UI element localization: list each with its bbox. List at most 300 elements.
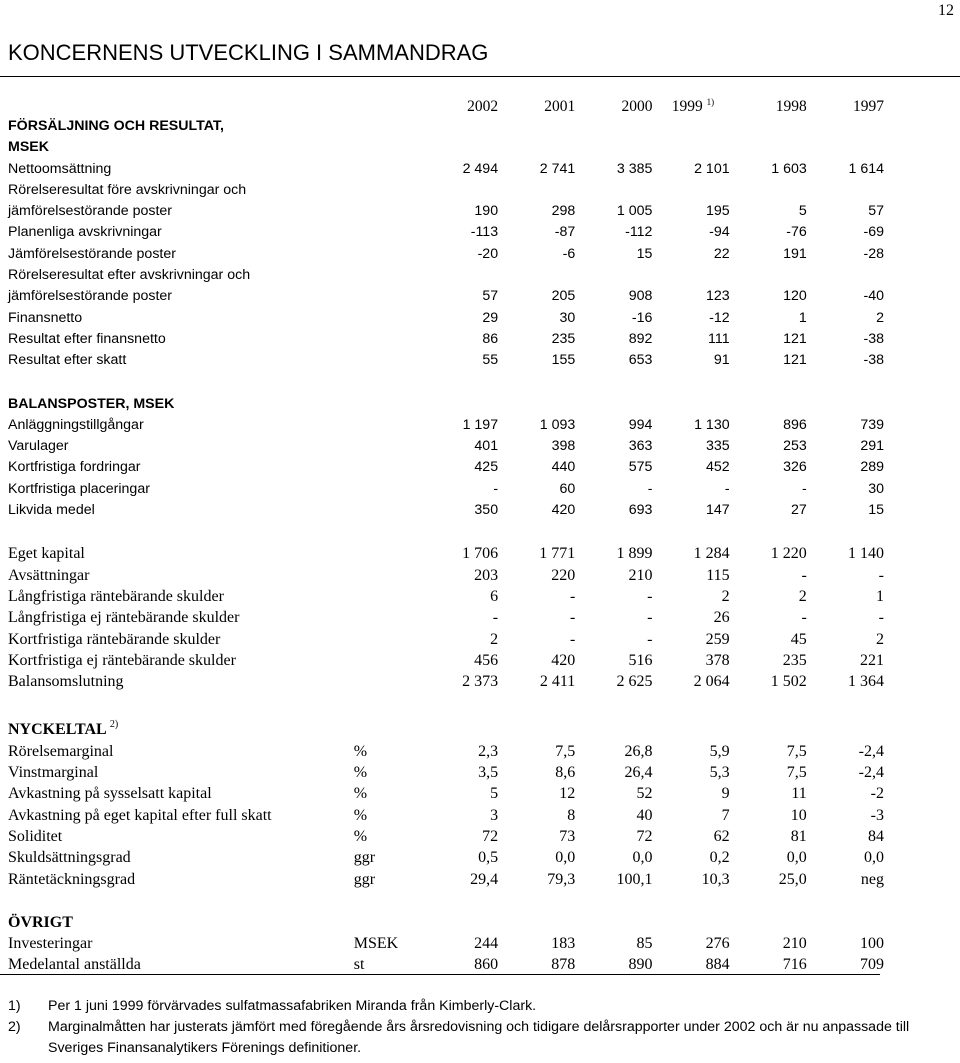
value-cell: 55	[482, 352, 499, 369]
row-unit	[354, 265, 421, 286]
value-cell: 878	[551, 956, 576, 974]
value-cell: 908	[628, 288, 653, 305]
value-cell: 452	[705, 459, 730, 476]
value-cell: 45	[790, 630, 807, 648]
value-cell: neg	[860, 870, 884, 888]
value-cell: 398	[551, 438, 576, 455]
value-cell	[730, 180, 807, 201]
value-cell: 7,5	[555, 742, 576, 760]
value-cell: 994	[628, 416, 653, 433]
row-label: Anläggningstillgångar	[8, 416, 144, 433]
empty-cell	[354, 372, 421, 394]
empty-cell	[652, 714, 729, 740]
table-row	[8, 479, 884, 500]
value-cell: 420	[551, 651, 576, 669]
empty-cell	[807, 116, 884, 137]
value-cell: 244	[474, 935, 499, 953]
value-cell: 1 899	[616, 545, 653, 563]
value-cell: -2,4	[858, 764, 884, 782]
value-cell: 8	[567, 806, 576, 824]
empty-cell	[354, 692, 421, 714]
value-cell: 91	[713, 352, 730, 369]
year-label: 2000	[621, 98, 653, 115]
value-cell: 259	[705, 630, 730, 648]
empty-cell	[498, 137, 575, 158]
value-cell: 235	[551, 330, 576, 347]
value-cell: 52	[636, 785, 653, 803]
table-row	[8, 607, 884, 628]
table-row	[8, 847, 884, 868]
value-cell: -6	[562, 245, 576, 262]
value-cell: 0,0	[555, 849, 576, 867]
value-cell	[652, 265, 729, 286]
value-cell: 111	[708, 330, 730, 347]
value-cell: 291	[860, 438, 884, 455]
empty-cell	[730, 890, 807, 912]
value-cell: 1	[798, 309, 807, 326]
row-unit: %	[353, 742, 368, 760]
value-cell: -20	[477, 245, 499, 262]
value-cell: 121	[783, 352, 807, 369]
value-cell: -2	[870, 785, 884, 803]
value-cell: 2	[798, 587, 807, 605]
value-cell: 25,0	[778, 870, 807, 888]
footnote-text: Per 1 juni 1999 förvärvades sulfatmassafabriken Miranda från Kimberly-Clark.	[48, 998, 537, 1014]
table-row	[8, 457, 884, 478]
value-cell	[498, 265, 575, 286]
value-cell: -	[878, 609, 884, 627]
value-cell: 79,3	[547, 870, 576, 888]
value-cell: -28	[863, 245, 884, 262]
value-cell: 0,0	[632, 849, 653, 867]
value-cell: 26,8	[624, 742, 653, 760]
empty-cell	[807, 137, 884, 158]
empty-cell	[730, 714, 807, 740]
value-cell: 2 064	[693, 673, 730, 691]
empty-cell	[652, 372, 729, 394]
value-cell: 1 130	[694, 416, 730, 433]
table-row	[8, 783, 884, 804]
table-row	[8, 805, 884, 826]
value-cell: 425	[474, 459, 499, 476]
value-cell: 3 385	[616, 160, 653, 177]
row-label: Rörelseresultat efter avskrivningar och	[8, 267, 251, 284]
value-cell: 9	[721, 785, 730, 803]
value-cell: 115	[706, 566, 730, 584]
table-row	[8, 222, 884, 243]
row-unit	[354, 201, 421, 222]
row-unit	[354, 436, 421, 457]
row-label: Rörelseresultat före avskrivningar och	[8, 181, 247, 198]
value-cell: 11	[791, 785, 807, 803]
row-label: Balansomslutning	[8, 673, 124, 691]
footnote-2	[8, 1017, 958, 1059]
row-label: Avsättningar	[8, 566, 90, 584]
row-label: Jämförelsestörande poster	[8, 245, 176, 262]
value-cell: -16	[631, 309, 653, 326]
value-cell: 1 706	[462, 545, 499, 563]
value-cell: 2,3	[478, 742, 499, 760]
row-unit: %	[353, 785, 368, 803]
value-cell: 26	[713, 609, 730, 627]
value-cell: 1 140	[848, 545, 884, 563]
value-cell: 298	[551, 203, 576, 220]
value-cell: 860	[474, 956, 499, 974]
spacer-row	[8, 372, 884, 394]
value-cell: 5,9	[709, 742, 730, 760]
value-cell: 653	[628, 352, 653, 369]
year-header	[421, 90, 498, 116]
footnotes	[8, 996, 958, 1059]
empty-cell	[421, 137, 498, 158]
value-cell: 716	[782, 956, 807, 974]
table-row	[8, 436, 884, 457]
table-row	[8, 954, 884, 975]
value-cell: 30	[868, 480, 884, 497]
row-unit: ggr	[353, 849, 376, 867]
value-cell: 30	[559, 309, 576, 326]
value-cell: 6	[490, 587, 499, 605]
year-label: 2001	[544, 98, 576, 115]
empty-cell	[652, 521, 729, 543]
value-cell: 2	[490, 630, 499, 648]
section-heading-sales-unit-row	[8, 137, 884, 158]
row-unit	[354, 329, 421, 350]
value-cell: -	[878, 566, 884, 584]
value-cell: -76	[786, 224, 807, 241]
value-cell: 884	[705, 956, 730, 974]
spacer-row	[8, 521, 884, 543]
value-cell: 1 093	[539, 416, 576, 433]
value-cell: 57	[868, 203, 884, 220]
year-header	[575, 90, 652, 116]
row-label: Skuldsättningsgrad	[8, 849, 131, 867]
value-cell: -87	[554, 224, 576, 241]
value-cell: 183	[551, 935, 576, 953]
row-label: Långfristiga räntebärande skulder	[8, 587, 224, 605]
year-label: 1997	[853, 98, 884, 115]
value-cell: -40	[863, 288, 884, 305]
value-cell: 26,4	[624, 764, 653, 782]
empty-cell	[8, 90, 354, 116]
row-unit	[354, 479, 421, 500]
value-cell: -38	[863, 330, 884, 347]
heading-text: MSEK	[8, 139, 49, 156]
empty-cell	[730, 372, 807, 394]
section-heading-sales-unit	[8, 137, 354, 158]
section-heading-balance	[8, 394, 354, 415]
row-unit	[354, 244, 421, 265]
value-cell: 190	[474, 203, 499, 220]
value-cell: -112	[625, 224, 653, 241]
empty-cell	[807, 714, 884, 740]
row-label: Finansnetto	[8, 309, 83, 326]
empty-cell	[807, 912, 884, 933]
value-cell: 1	[876, 587, 884, 605]
value-cell: -	[647, 587, 653, 605]
value-cell: 85	[636, 935, 653, 953]
row-unit	[354, 286, 421, 307]
value-cell: 221	[860, 651, 884, 669]
empty-cell	[730, 521, 807, 543]
value-cell: 155	[551, 352, 576, 369]
empty-cell	[354, 394, 421, 415]
year-header	[807, 90, 884, 116]
value-cell: 335	[705, 438, 730, 455]
value-cell: -	[647, 609, 653, 627]
table-row	[8, 543, 884, 564]
value-cell: 5,3	[709, 764, 730, 782]
value-cell: 516	[628, 651, 653, 669]
value-cell: 0,0	[786, 849, 807, 867]
empty-cell	[652, 137, 729, 158]
value-cell: 739	[860, 416, 884, 433]
value-cell: 289	[860, 459, 884, 476]
value-cell: 3,5	[478, 764, 499, 782]
row-label: Nettoomsättning	[8, 160, 112, 177]
value-cell: 84	[868, 827, 884, 845]
empty-cell	[498, 394, 575, 415]
value-cell: -	[801, 566, 807, 584]
value-cell: 378	[705, 651, 730, 669]
empty-cell	[730, 692, 807, 714]
section-heading-balance-row	[8, 394, 884, 415]
table-row	[8, 244, 884, 265]
row-unit	[354, 415, 421, 436]
value-cell: 420	[551, 502, 576, 519]
value-cell: -	[724, 480, 730, 497]
value-cell: 100,1	[616, 870, 653, 888]
row-label: Varulager	[8, 438, 69, 455]
empty-cell	[575, 890, 652, 912]
value-cell: 57	[482, 288, 499, 305]
empty-cell	[730, 912, 807, 933]
value-cell: 3	[490, 806, 499, 824]
row-unit	[354, 543, 421, 564]
table-row	[8, 869, 884, 890]
empty-cell	[652, 692, 729, 714]
value-cell: 575	[628, 459, 653, 476]
value-cell: 73	[559, 827, 576, 845]
row-unit	[354, 180, 421, 201]
empty-cell	[575, 137, 652, 158]
footnote-mark: 1)	[8, 998, 21, 1014]
empty-cell	[652, 394, 729, 415]
empty-cell	[498, 521, 575, 543]
table-row	[8, 286, 884, 307]
value-cell	[575, 265, 652, 286]
value-cell: 2 101	[694, 160, 730, 177]
value-cell	[421, 265, 498, 286]
table-row	[8, 826, 884, 847]
empty-cell	[498, 714, 575, 740]
value-cell: 147	[705, 502, 730, 519]
value-cell: 10,3	[701, 870, 730, 888]
table-bottom-rule	[0, 974, 880, 975]
section-heading-sales-row	[8, 116, 884, 137]
table-row	[8, 308, 884, 329]
table-row	[8, 415, 884, 436]
financial-summary-table	[8, 90, 884, 976]
value-cell: 0,2	[709, 849, 730, 867]
table-row	[8, 650, 884, 671]
value-cell: 7	[721, 806, 730, 824]
value-cell: 0,0	[864, 849, 884, 867]
empty-cell	[807, 692, 884, 714]
empty-cell	[421, 714, 498, 740]
row-label: Avkastning på sysselsatt kapital	[8, 785, 212, 803]
value-cell: 350	[474, 502, 499, 519]
row-label: Rörelsemarginal	[8, 742, 114, 760]
value-cell: 72	[482, 827, 499, 845]
value-cell: 29	[482, 309, 499, 326]
table-row	[8, 586, 884, 607]
year-header	[652, 90, 729, 116]
year-label: 2002	[467, 98, 499, 115]
value-cell: 12	[559, 785, 576, 803]
section-heading-sales	[8, 116, 354, 137]
table-row	[8, 741, 884, 762]
value-cell: 2 373	[462, 673, 499, 691]
value-cell	[498, 180, 575, 201]
value-cell: 15	[868, 502, 884, 519]
row-unit: ggr	[353, 870, 376, 888]
value-cell: 235	[782, 651, 807, 669]
empty-cell	[652, 912, 729, 933]
value-cell: 1 364	[848, 673, 884, 691]
value-cell: -12	[709, 309, 730, 326]
value-cell: 2 411	[539, 673, 576, 691]
value-cell: 29,4	[470, 870, 499, 888]
row-label: jämförelsestörande poster	[8, 288, 173, 305]
value-cell: 1 284	[693, 545, 730, 563]
value-cell: 120	[783, 288, 807, 305]
empty-cell	[421, 912, 498, 933]
value-cell: 123	[705, 288, 730, 305]
value-cell: 0,5	[478, 849, 499, 867]
footnote-mark: 2)	[8, 1019, 21, 1035]
page-number: 12	[938, 2, 954, 19]
empty-cell	[498, 372, 575, 394]
row-label: Kortfristiga fordringar	[8, 459, 141, 476]
empty-cell	[354, 90, 421, 116]
empty-cell	[807, 890, 884, 912]
section-heading-other	[8, 912, 354, 933]
value-cell: 1 614	[848, 160, 884, 177]
empty-cell	[807, 394, 884, 415]
year-header	[498, 90, 575, 116]
row-unit: st	[353, 956, 365, 974]
value-cell: 5	[490, 785, 499, 803]
value-cell: 2	[721, 587, 730, 605]
value-cell: 2 741	[539, 160, 576, 177]
value-cell: -	[647, 630, 653, 648]
empty-cell	[354, 521, 421, 543]
row-label: jämförelsestörande poster	[8, 203, 173, 220]
row-unit	[354, 350, 421, 371]
row-label: Medelantal anställda	[8, 956, 141, 974]
value-cell: 401	[474, 438, 499, 455]
empty-cell	[421, 890, 498, 912]
value-cell: 2 494	[462, 160, 499, 177]
row-label: Kortfristiga räntebärande skulder	[8, 630, 221, 648]
row-label: Räntetäckningsgrad	[8, 870, 136, 888]
value-cell: 7,5	[786, 764, 807, 782]
row-unit	[354, 650, 421, 671]
value-cell: 10	[790, 806, 807, 824]
empty-cell	[575, 394, 652, 415]
value-cell: -3	[870, 806, 884, 824]
value-cell: -	[569, 609, 576, 627]
table-row	[8, 159, 884, 180]
value-cell: -	[647, 480, 653, 497]
row-label: Kortfristiga placeringar	[8, 480, 150, 497]
empty-cell	[498, 912, 575, 933]
value-cell: 326	[783, 459, 807, 476]
row-unit	[354, 586, 421, 607]
empty-cell	[421, 521, 498, 543]
table-row	[8, 329, 884, 350]
value-cell: 890	[628, 956, 653, 974]
section-heading-ratios	[8, 714, 354, 740]
value-cell	[652, 180, 729, 201]
row-label: Likvida medel	[8, 502, 95, 519]
value-cell: 40	[636, 806, 653, 824]
value-cell: 62	[713, 827, 730, 845]
value-cell: 81	[790, 827, 807, 845]
table-row	[8, 933, 884, 954]
row-label: Planenliga avskrivningar	[8, 224, 162, 241]
value-cell	[575, 180, 652, 201]
empty-cell	[575, 116, 652, 137]
empty-cell	[8, 372, 354, 394]
value-cell: -94	[709, 224, 730, 241]
row-label: Resultat efter finansnetto	[8, 330, 166, 347]
empty-cell	[498, 890, 575, 912]
row-label: Långfristiga ej räntebärande skulder	[8, 609, 240, 627]
empty-cell	[421, 692, 498, 714]
footnote-1	[8, 996, 958, 1017]
value-cell: 1 771	[539, 545, 576, 563]
empty-cell	[730, 116, 807, 137]
value-cell	[807, 265, 884, 286]
row-unit	[354, 159, 421, 180]
empty-cell	[354, 912, 421, 933]
value-cell: 693	[628, 502, 653, 519]
empty-cell	[8, 692, 354, 714]
year-label: 1999	[671, 98, 703, 115]
table-row	[8, 265, 884, 286]
empty-cell	[807, 372, 884, 394]
row-label: Kortfristiga ej räntebärande skulder	[8, 651, 236, 669]
value-cell: -	[802, 480, 807, 497]
empty-cell	[575, 714, 652, 740]
row-unit	[354, 457, 421, 478]
value-cell: -38	[863, 352, 884, 369]
row-label: Avkastning på eget kapital efter full skatt	[8, 806, 272, 824]
row-unit	[354, 222, 421, 243]
heading-text: NYCKELTAL	[8, 721, 106, 739]
section-heading-other-row	[8, 912, 884, 933]
value-cell: 2	[876, 630, 884, 648]
value-cell: 195	[705, 203, 730, 220]
table-row	[8, 671, 884, 692]
value-cell: 203	[474, 566, 499, 584]
row-unit: MSEK	[353, 935, 399, 953]
value-cell: 253	[783, 438, 807, 455]
value-cell: 276	[705, 935, 730, 953]
empty-cell	[575, 912, 652, 933]
